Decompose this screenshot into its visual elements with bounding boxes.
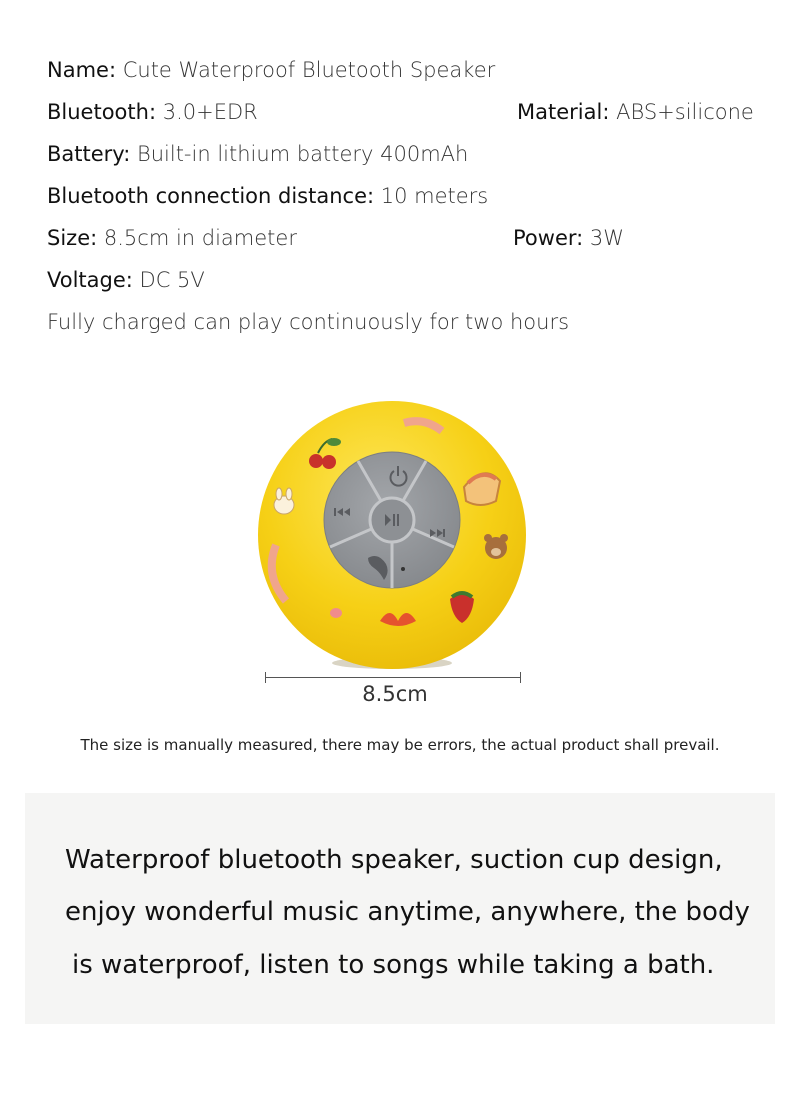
spec-material-key: Material: <box>517 100 610 124</box>
spec-distance-key: Bluetooth connection distance: <box>47 184 375 208</box>
spec-size-key: Size: <box>47 226 98 250</box>
spec-power-value: 3W <box>589 226 625 250</box>
spec-bluetooth-key: Bluetooth: <box>47 100 157 124</box>
spec-distance-value: 10 meters <box>380 184 489 208</box>
spec-name-key: Name: <box>47 58 117 82</box>
spec-distance <box>47 182 488 210</box>
description-panel <box>25 793 775 1024</box>
spec-name-value: Cute Waterproof Bluetooth Speaker <box>122 58 496 82</box>
spec-material-value: ABS+silicone <box>616 100 754 124</box>
description-line-1: Waterproof bluetooth speaker, suction cup design, <box>65 845 723 875</box>
spec-voltage <box>47 266 205 294</box>
spec-power <box>513 224 624 252</box>
spec-size-value: 8.5cm in diameter <box>103 226 297 250</box>
spec-bluetooth-value: 3.0+EDR <box>162 100 258 124</box>
disclaimer-note: The size is manually measured, there may be errors, the actual product shall prevail. <box>80 736 720 754</box>
measurement-line <box>265 677 521 678</box>
mic-dot <box>401 567 405 571</box>
spec-voltage-value: DC 5V <box>139 268 205 292</box>
spec-voltage-key: Voltage: <box>47 268 133 292</box>
spec-size <box>47 224 297 252</box>
spec-battery-value: Built-in lithium battery 400mAh <box>136 142 469 166</box>
spec-material <box>517 98 754 126</box>
description-line-2: enjoy wonderful music anytime, anywhere, the body <box>65 897 750 927</box>
spec-playtime <box>47 308 569 336</box>
heart-sticker <box>330 608 342 618</box>
spec-power-key: Power: <box>513 226 584 250</box>
description-line-3: is waterproof, listen to songs while taking a bath. <box>72 950 715 980</box>
play-pause-button[interactable] <box>370 498 414 542</box>
spec-name <box>47 56 495 84</box>
spec-playtime-text: Fully charged can play continuously for two hours <box>47 310 570 334</box>
spec-bluetooth <box>47 98 258 126</box>
measurement-label: 8.5cm <box>362 682 428 706</box>
spec-battery <box>47 140 468 168</box>
spec-battery-key: Battery: <box>47 142 131 166</box>
